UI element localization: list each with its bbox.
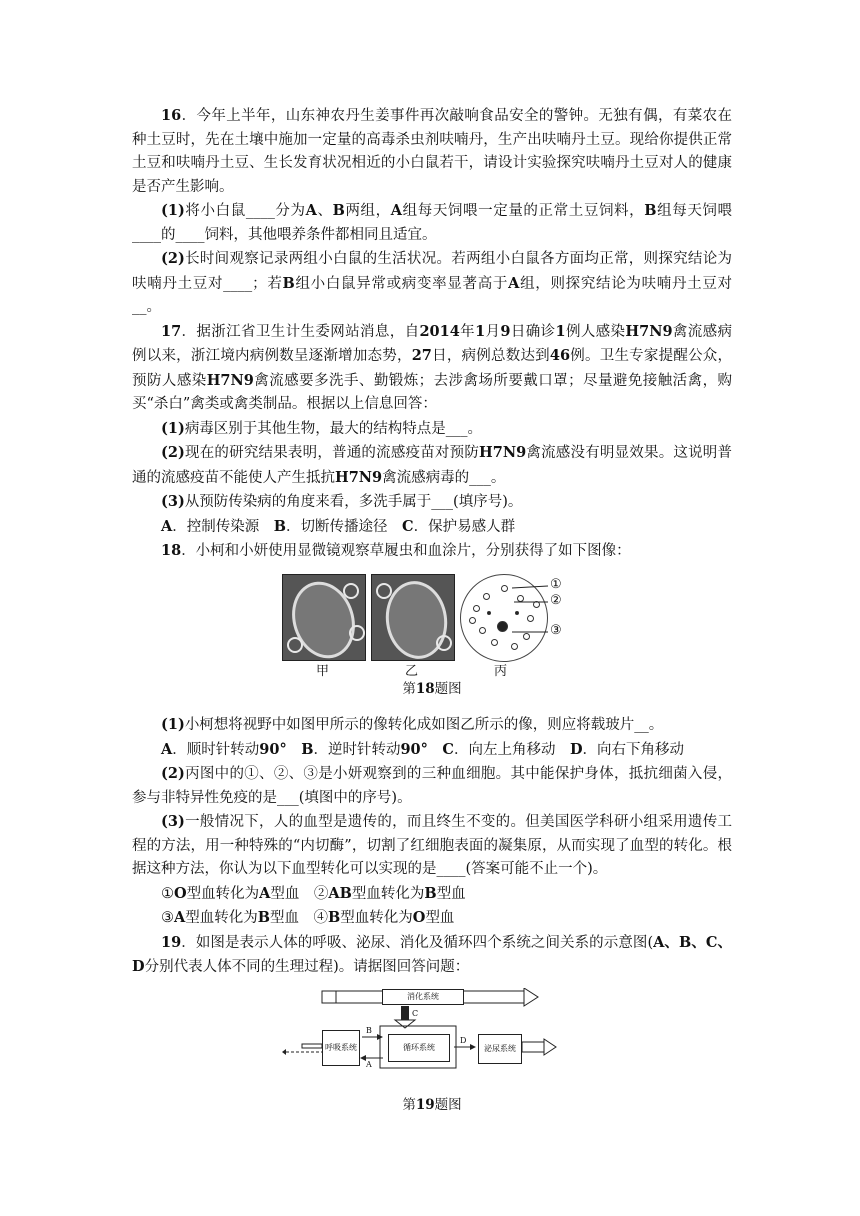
option-text: ．顺时针转动 — [172, 741, 260, 758]
platelet — [487, 611, 491, 615]
urinary-system-box — [478, 1034, 522, 1064]
letter: B — [332, 202, 345, 219]
text: 例。卫生专家提醒公众，预防人感染 — [132, 348, 733, 389]
part-number: (1) — [161, 419, 185, 437]
paramecium-image-yi — [371, 574, 455, 661]
label: 泌尿系统 — [484, 1044, 516, 1053]
blood-type: AB — [328, 884, 352, 902]
text: 型血 — [425, 910, 455, 926]
option-letter: B — [273, 517, 287, 535]
text: 禽流感要多洗手、勤锻炼；去涉禽场所要戴口罩；尽量避免接触活禽，购买“杀白”禽类或禽类制品。根据以上信息回答： — [132, 372, 733, 412]
text: 病毒区别于其他生物，最大的结构特点是___。 — [184, 420, 483, 437]
option-text: ．保护易感人群 — [413, 518, 516, 535]
part-number: (2) — [161, 765, 185, 782]
text: 组小白鼠异常或病变率显著高于 — [294, 275, 509, 292]
text: 分别代表人体不同的生理过程)。请据图回答问题： — [144, 959, 470, 975]
q19-intro — [132, 931, 732, 980]
part-number: (3) — [161, 493, 185, 510]
letter: B — [644, 202, 657, 219]
number: 1 — [555, 322, 566, 340]
text: 丙图中的①、②、③是小妍观察到的三种血细胞。其中能保护身体，抵抗细菌入侵，参与非特异性免疫的是___(填图中的序号)。 — [132, 766, 732, 806]
label-c: C — [412, 1008, 419, 1018]
option-letter: A — [161, 740, 173, 758]
blood-type: A — [174, 909, 186, 926]
option-letter: C — [442, 740, 454, 758]
number: 1 — [475, 322, 486, 340]
blood-cell — [376, 583, 392, 599]
text: 两组， — [344, 203, 391, 219]
label: 呼吸系统 — [325, 1043, 357, 1052]
text: 组每天饲喂一定量的正常土豆饲料， — [402, 203, 645, 219]
q19-caption — [132, 1094, 732, 1118]
blood-type: A — [259, 884, 271, 902]
text: 型血转化为 — [351, 885, 425, 902]
q18-figure — [282, 574, 582, 679]
text: 日确诊 — [510, 323, 556, 340]
q16-part1 — [132, 199, 732, 247]
marker-3: ③ — [550, 622, 562, 638]
text: 月 — [485, 323, 501, 340]
text: 型血 — [436, 885, 466, 902]
text: ．据浙江省卫生计生委网站消息，自 — [181, 323, 420, 340]
number: 46 — [549, 347, 571, 364]
red-blood-cell — [483, 593, 490, 600]
text: 型血转化为 — [186, 885, 260, 902]
letter: A — [305, 202, 317, 219]
option-text: ．向右下角移动 — [582, 741, 685, 758]
text: ．小柯和小妍使用显微镜观察草履虫和血涂片，分别获得了如下图像： — [181, 543, 631, 559]
q16-intro — [132, 104, 732, 199]
figure-leader-lines — [512, 574, 572, 654]
q16-number: 16 — [161, 107, 182, 124]
letter: B — [282, 274, 295, 292]
red-blood-cell — [473, 605, 480, 612]
text: 禽流感没有明显效果。这说明普通的流感疫苗不能使人产生抵抗 — [132, 445, 733, 486]
red-blood-cell — [469, 617, 476, 624]
number: 18 — [415, 680, 435, 697]
blood-type: B — [257, 909, 271, 926]
virus-code: H7N9 — [625, 322, 673, 340]
q18-intro — [132, 539, 732, 564]
q17-intro — [132, 320, 732, 417]
option-letter: B — [301, 740, 314, 758]
text: ④ — [313, 910, 329, 926]
label-d: D — [460, 1035, 467, 1045]
q17-number: 17 — [161, 322, 182, 340]
text: 型血 — [270, 885, 314, 902]
q18-part2 — [132, 762, 732, 810]
text: 日，病例总数达到 — [431, 348, 550, 364]
virus-code: H7N9 — [479, 444, 527, 461]
q18-number: 18 — [161, 542, 182, 559]
process-letters: A、B、C、D — [132, 933, 732, 975]
figure-label-jia: 甲 — [316, 663, 330, 679]
blood-type: B — [328, 909, 341, 926]
virus-code: H7N9 — [206, 371, 254, 389]
white-blood-cell — [497, 621, 508, 632]
option-text: ．控制传染源 — [172, 518, 274, 535]
text: 一般情况下，人的血型是遗传的，而且终生不变的。但美国医学科研小组采用遗传工程的方法，用一种特殊的“内切酶”，切割了红细胞表面的凝集原，从而实现了血型的转化。根据这种方法，你认为以下血型转化可以实现的是____(答案可能不止一个)。 — [132, 814, 732, 877]
label: 循环系统 — [403, 1043, 435, 1052]
text: 、 — [316, 203, 333, 219]
part-number: (1) — [161, 716, 185, 733]
blood-cell — [287, 637, 303, 653]
text: 型血 — [270, 910, 314, 926]
option-letter: C — [402, 517, 414, 535]
text: 年 — [459, 323, 476, 340]
q18-caption — [132, 678, 732, 702]
letter: A — [390, 202, 403, 219]
text: ．如图是表示人体的呼吸、泌尿、消化及循环四个系统之间关系的示意图( — [181, 934, 654, 951]
q17-part1 — [132, 417, 732, 442]
figure-label-yi: 乙 — [405, 663, 419, 679]
red-blood-cell — [501, 585, 508, 592]
label: 消化系统 — [407, 992, 439, 1001]
option-text: ．切断传播途径 — [286, 518, 403, 535]
blood-cell — [343, 583, 359, 599]
marker-1: ① — [550, 576, 562, 592]
blood-type: O — [174, 884, 187, 902]
part-number: (3) — [161, 813, 185, 830]
text: 例人感染 — [565, 323, 626, 340]
text: 现在的研究结果表明，普通的流感疫苗对预防 — [184, 445, 480, 461]
option-degree: 90° — [400, 740, 428, 758]
blood-type: B — [424, 884, 437, 902]
number: 2014 — [419, 322, 460, 340]
blood-type: O — [412, 909, 426, 926]
text: 长时间观察记录两组小白鼠的生活状况。若两组小白鼠各方面均正常，则探究结论为呋喃丹土豆对____；若 — [132, 251, 732, 292]
text: 禽流感病例以来，浙江境内病例数呈逐渐增加态势， — [132, 323, 733, 364]
number: 19 — [415, 1096, 435, 1113]
text: 第 — [402, 1096, 416, 1113]
text: ① — [161, 885, 174, 902]
q18-options — [132, 738, 732, 763]
text: 型血转化为 — [340, 910, 413, 926]
text: 将小白鼠____分为 — [184, 203, 306, 219]
blood-cell — [436, 635, 452, 651]
blood-cell — [349, 625, 365, 641]
q16-part1-number: (1) — [161, 202, 185, 219]
virus-code: H7N9 — [335, 468, 383, 486]
q19-number: 19 — [161, 933, 182, 951]
q16-part2 — [132, 247, 732, 320]
text: 题图 — [434, 680, 462, 697]
letter: A — [508, 274, 520, 292]
option-letter: D — [569, 740, 583, 758]
option-letter: A — [161, 517, 173, 535]
text: 禽流感病毒的___。 — [382, 469, 506, 486]
label-b: B — [366, 1025, 372, 1035]
option-text: ．向左上角移动 — [453, 741, 570, 758]
red-blood-cell — [491, 639, 498, 646]
text: ② — [313, 885, 329, 902]
text: ③ — [161, 910, 174, 926]
q17-part2 — [132, 441, 732, 490]
circulatory-system-box — [388, 1034, 450, 1062]
number: 9 — [500, 322, 511, 340]
text: 小柯想将视野中如图甲所示的像转化成如图乙所示的像，则应将载玻片__。 — [184, 717, 664, 733]
q18-part1 — [132, 713, 732, 738]
q19-diagram — [282, 988, 582, 1090]
respiratory-system-box — [322, 1030, 360, 1066]
text: 从预防传染病的角度来看，多洗手属于___(填序号)。 — [184, 494, 523, 510]
red-blood-cell — [479, 627, 486, 634]
marker-2: ② — [550, 592, 562, 608]
exam-page — [132, 104, 732, 1117]
text: 题图 — [434, 1096, 462, 1113]
text: 组，则探究结论为呋喃丹土豆对__。 — [132, 275, 733, 315]
option-text: ．逆时针转动 — [313, 741, 401, 758]
part-number: (2) — [161, 444, 185, 461]
q17-options — [132, 515, 732, 540]
text: 第 — [402, 680, 416, 697]
q16-part2-number: (2) — [161, 250, 185, 267]
q16-text: ．今年上半年，山东神农丹生姜事件再次敲响食品安全的警钟。无独有偶，有菜农在种土豆时，先在土壤中施加一定量的高毒杀虫剂呋喃丹，生产出呋喃丹土豆。现给你提供正常土豆和呋喃丹土豆、生长发育状况相近的小白鼠若干，请设计实验探究呋喃丹土豆对人的健康是否产生影响。 — [132, 108, 732, 195]
q17-part3 — [132, 490, 732, 515]
paramecium-image-jia — [282, 574, 366, 661]
label-a: A — [366, 1059, 372, 1069]
spacer — [132, 701, 732, 713]
option-degree: 90° — [259, 740, 287, 758]
q18-part3 — [132, 810, 732, 882]
text: 组每天饲喂____的____饲料，其他喂养条件都相同且适宜。 — [132, 203, 733, 243]
text: 型血转化为 — [185, 910, 258, 926]
figure-label-bing: 丙 — [494, 663, 508, 679]
digestive-system-box — [382, 989, 464, 1005]
number: 27 — [411, 347, 432, 364]
q18-choices-row2 — [132, 906, 732, 931]
q18-choices-row1 — [132, 882, 732, 907]
